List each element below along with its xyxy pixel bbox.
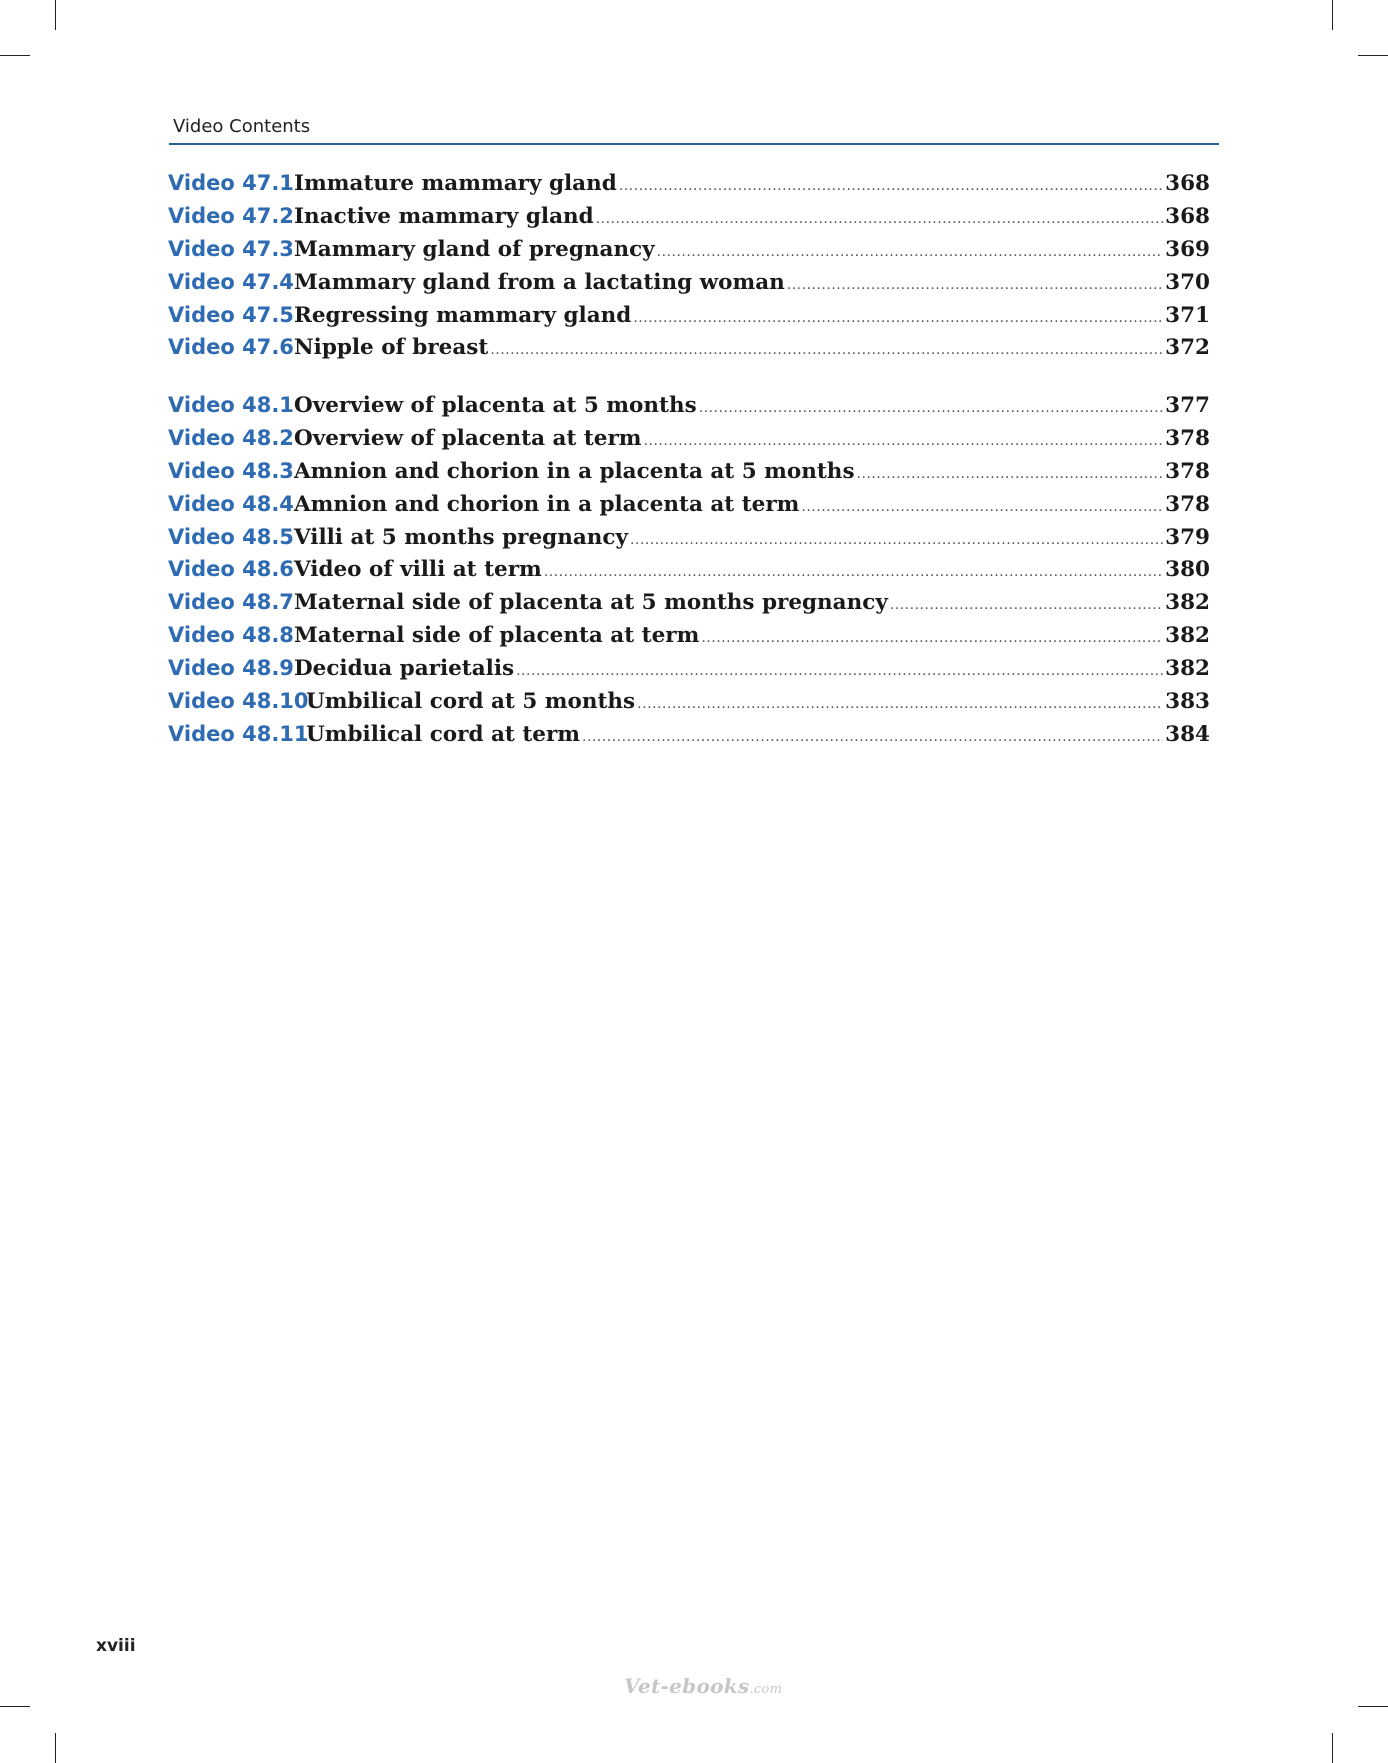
video-number-link[interactable]: Video 48.5 bbox=[168, 525, 294, 549]
toc-entry[interactable] bbox=[168, 331, 1210, 363]
crop-mark-bottom-left-vertical bbox=[55, 1733, 56, 1763]
video-title: Decidua parietalis bbox=[294, 656, 515, 681]
toc-entry[interactable] bbox=[168, 521, 1210, 553]
crop-mark-top-left-vertical bbox=[55, 0, 56, 30]
page-reference: 377 bbox=[1165, 393, 1210, 418]
crop-mark-bottom-right-horizontal bbox=[1358, 1706, 1388, 1707]
dot-leader bbox=[630, 524, 1163, 556]
video-number-link[interactable]: Video 47.1 bbox=[168, 171, 294, 195]
video-number-link[interactable]: Video 47.4 bbox=[168, 270, 294, 294]
page-reference: 370 bbox=[1165, 270, 1210, 295]
video-number-link[interactable]: Video 48.11 bbox=[168, 722, 309, 746]
toc-entry[interactable] bbox=[168, 422, 1210, 454]
video-title: Villi at 5 months pregnancy bbox=[294, 525, 628, 550]
crop-mark-top-left-horizontal bbox=[0, 55, 30, 56]
dot-leader bbox=[633, 302, 1163, 334]
dot-leader bbox=[699, 392, 1163, 424]
video-title: Umbilical cord at term bbox=[306, 722, 581, 747]
video-title: Overview of placenta at 5 months bbox=[294, 393, 697, 418]
page-reference: 368 bbox=[1165, 171, 1210, 196]
dot-leader bbox=[787, 269, 1163, 301]
dot-leader bbox=[890, 589, 1163, 621]
video-title: Amnion and chorion in a placenta at term bbox=[294, 492, 800, 517]
video-title: Umbilical cord at 5 months bbox=[306, 689, 636, 714]
video-number-link[interactable]: Video 47.6 bbox=[168, 335, 294, 359]
toc-entry[interactable] bbox=[168, 553, 1210, 585]
toc-entry[interactable] bbox=[168, 652, 1210, 684]
video-number-link[interactable]: Video 48.9 bbox=[168, 656, 294, 680]
toc-entry[interactable] bbox=[168, 619, 1210, 651]
video-title: Maternal side of placenta at term bbox=[294, 623, 700, 648]
page-reference: 378 bbox=[1165, 426, 1210, 451]
dot-leader bbox=[637, 688, 1163, 720]
video-title: Inactive mammary gland bbox=[294, 204, 594, 229]
toc-entry[interactable] bbox=[168, 389, 1210, 421]
dot-leader bbox=[596, 203, 1163, 235]
video-number-link[interactable]: Video 48.7 bbox=[168, 590, 294, 614]
toc-entry[interactable] bbox=[168, 488, 1210, 520]
video-number-link[interactable]: Video 47.5 bbox=[168, 303, 294, 327]
watermark-logo bbox=[624, 1674, 782, 1698]
watermark-text: Vet-ebooks bbox=[624, 1674, 750, 1698]
video-title: Immature mammary gland bbox=[294, 171, 617, 196]
page-reference: 368 bbox=[1165, 204, 1210, 229]
dot-leader bbox=[544, 556, 1163, 588]
toc-entry[interactable] bbox=[168, 455, 1210, 487]
page-reference: 382 bbox=[1165, 656, 1210, 681]
page-reference: 371 bbox=[1165, 303, 1210, 328]
page-reference: 378 bbox=[1165, 459, 1210, 484]
toc-entry[interactable] bbox=[168, 266, 1210, 298]
toc-entry[interactable] bbox=[168, 718, 1210, 750]
crop-mark-top-right-vertical bbox=[1332, 0, 1333, 30]
dot-leader bbox=[701, 622, 1163, 654]
toc-entry[interactable] bbox=[168, 200, 1210, 232]
video-number-link[interactable]: Video 48.6 bbox=[168, 557, 294, 581]
video-title: Amnion and chorion in a placenta at 5 months bbox=[294, 459, 855, 484]
video-number-link[interactable]: Video 48.1 bbox=[168, 393, 294, 417]
page-number: xviii bbox=[96, 1636, 136, 1656]
crop-mark-top-right-horizontal bbox=[1358, 55, 1388, 56]
dot-leader bbox=[644, 425, 1164, 457]
page-reference: 379 bbox=[1165, 525, 1210, 550]
video-number-link[interactable]: Video 47.2 bbox=[168, 204, 294, 228]
page-reference: 378 bbox=[1165, 492, 1210, 517]
dot-leader bbox=[801, 491, 1163, 523]
crop-mark-bottom-right-vertical bbox=[1332, 1733, 1333, 1763]
video-title: Regressing mammary gland bbox=[294, 303, 632, 328]
dot-leader bbox=[619, 170, 1163, 202]
crop-mark-bottom-left-horizontal bbox=[0, 1706, 30, 1707]
header-rule bbox=[169, 143, 1219, 145]
video-title: Maternal side of placenta at 5 months pregnancy bbox=[294, 590, 888, 615]
page-reference: 383 bbox=[1165, 689, 1210, 714]
dot-leader bbox=[516, 655, 1163, 687]
page-reference: 372 bbox=[1165, 335, 1210, 360]
toc-entry[interactable] bbox=[168, 685, 1210, 717]
video-number-link[interactable]: Video 48.8 bbox=[168, 623, 294, 647]
toc-entry[interactable] bbox=[168, 233, 1210, 265]
video-number-link[interactable]: Video 48.4 bbox=[168, 492, 294, 516]
video-number-link[interactable]: Video 48.2 bbox=[168, 426, 294, 450]
video-title: Nipple of breast bbox=[294, 335, 489, 360]
video-title: Mammary gland of pregnancy bbox=[294, 237, 655, 262]
dot-leader bbox=[582, 721, 1163, 753]
page-reference: 384 bbox=[1165, 722, 1210, 747]
page-reference: 382 bbox=[1165, 590, 1210, 615]
video-title: Overview of placenta at term bbox=[294, 426, 642, 451]
dot-leader bbox=[857, 458, 1164, 490]
running-header: Video Contents bbox=[173, 116, 311, 137]
video-number-link[interactable]: Video 48.3 bbox=[168, 459, 294, 483]
video-title: Mammary gland from a lactating woman bbox=[294, 270, 785, 295]
page-reference: 380 bbox=[1165, 557, 1210, 582]
toc-entry[interactable] bbox=[168, 586, 1210, 618]
dot-leader bbox=[490, 334, 1163, 366]
video-number-link[interactable]: Video 47.3 bbox=[168, 237, 294, 261]
toc-entry[interactable] bbox=[168, 167, 1210, 199]
video-title: Video of villi at term bbox=[294, 557, 542, 582]
watermark-suffix: .com bbox=[749, 1682, 783, 1697]
dot-leader bbox=[657, 236, 1163, 268]
video-number-link[interactable]: Video 48.10 bbox=[168, 689, 309, 713]
toc-entry[interactable] bbox=[168, 299, 1210, 331]
page-reference: 382 bbox=[1165, 623, 1210, 648]
page-reference: 369 bbox=[1165, 237, 1210, 262]
